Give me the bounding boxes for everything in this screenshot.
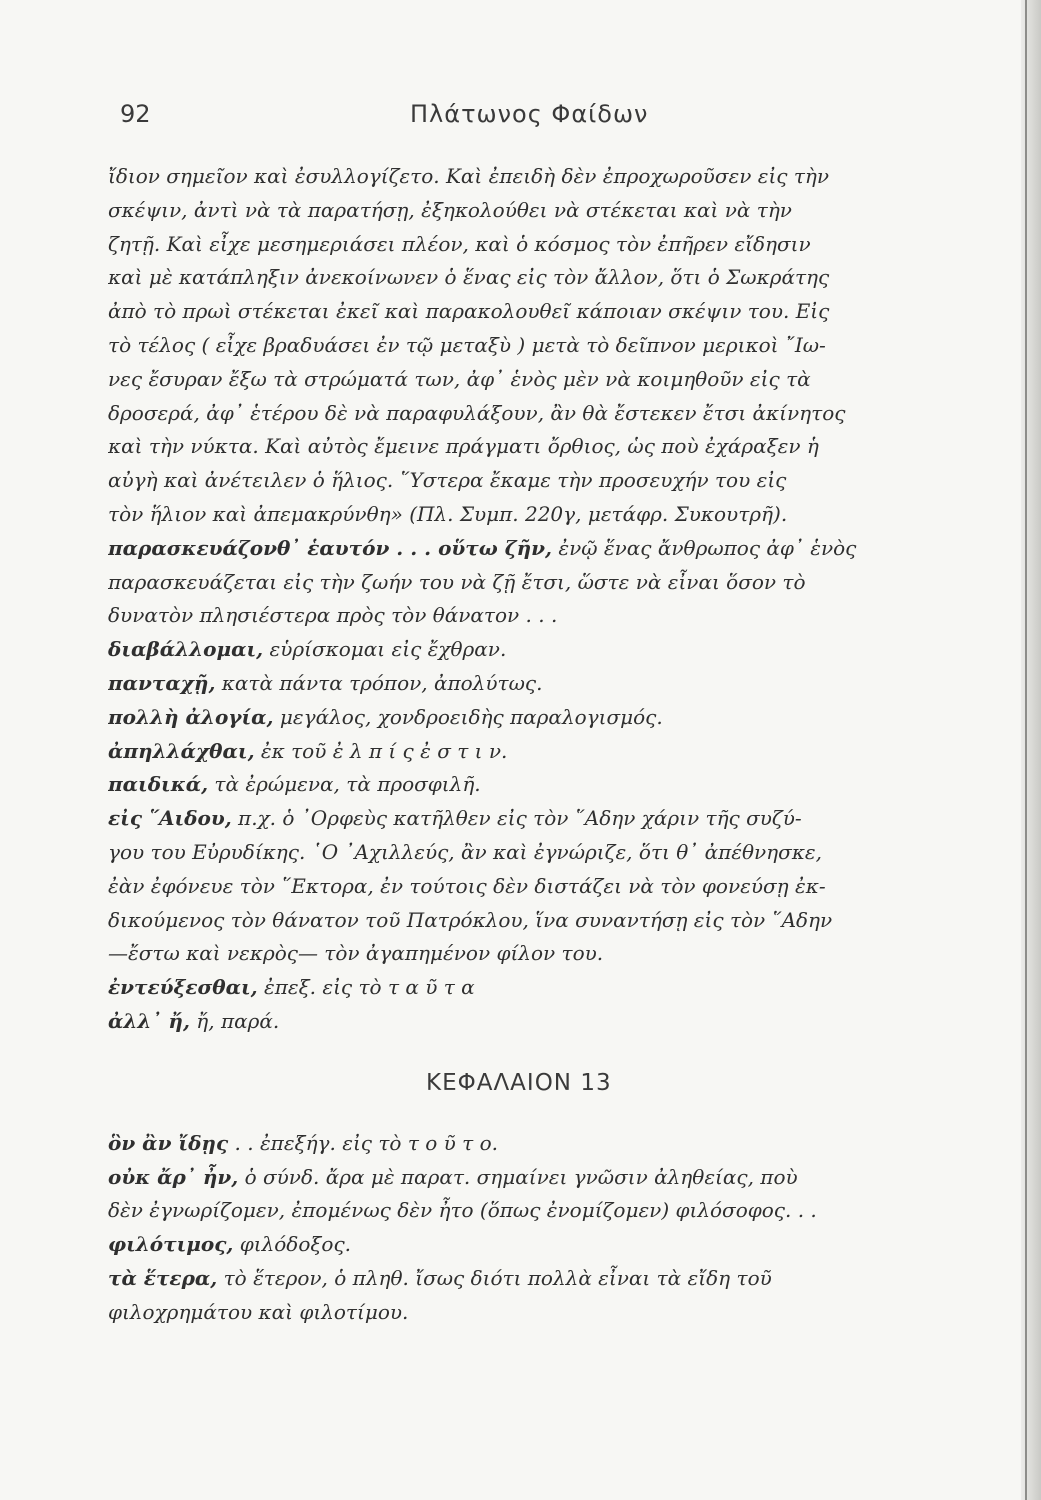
glossary-term: παρασκευάζονθ᾽ ἑαυτόν . . . οὕτω ζῆν, <box>108 535 552 560</box>
text-line <box>108 194 978 228</box>
line-text: αὐγὴ καὶ ἀνέτειλεν ὁ ἥλιος. ῞Υστερα ἔκαμε τὴν προσευχήν του εἰς <box>108 468 787 493</box>
line-text: δικούμενος τὸν θάνατον τοῦ Πατρόκλου, ἵνα συναντήσῃ εἰς τὸν ῞Αδην <box>108 907 833 932</box>
line-text: τὸ τέλος ( εἶχε βραδυάσει ἐν τῷ μεταξὺ ) μετὰ τὸ δεῖπνον μερικοὶ ῎Ιω- <box>108 332 826 357</box>
line-text: ἐκ τοῦ ἐ λ π ί ς ἐ σ τ ι ν. <box>254 738 508 763</box>
page-number: 92 <box>120 100 151 128</box>
text-line <box>108 1296 978 1330</box>
glossary-term: διαβάλλομαι, <box>108 637 264 662</box>
text-line <box>108 532 978 566</box>
line-text: ζητῇ. Καὶ εἶχε μεσημεριάσει πλέον, καὶ ὁ κόσμος τὸν ἐπῆρεν εἴδησιν <box>108 231 811 256</box>
text-line <box>108 599 978 633</box>
text-line <box>108 160 978 194</box>
glossary-term: ἐντεύξεσθαι, <box>108 975 258 1000</box>
line-text: κατὰ πάντα τρόπον, ἀπολύτως. <box>215 670 543 695</box>
line-text: φιλοχρημάτου καὶ φιλοτίμου. <box>108 1299 409 1324</box>
text-line <box>108 228 978 262</box>
glossary-term: φιλότιμος, <box>108 1232 234 1257</box>
line-text: ἐπεξ. εἰς τὸ τ α ῦ τ α <box>257 975 475 1000</box>
commentary-lines <box>108 160 978 1039</box>
chapter-lines <box>108 1127 978 1330</box>
text-line <box>108 1127 978 1161</box>
glossary-term: πανταχῇ, <box>108 670 216 695</box>
text-line <box>108 667 978 701</box>
text-line <box>108 1228 978 1262</box>
line-text: τὸ ἕτερον, ὁ πληθ. ἴσως διότι πολλὰ εἶναι τὰ εἴδη τοῦ <box>217 1265 772 1290</box>
line-text: ἐὰν ἐφόνευε τὸν ῞Εκτορα, ἐν τούτοις δὲν διστάζει νὰ τὸν φονεύσῃ ἐκ- <box>108 873 826 898</box>
text-line <box>108 768 978 802</box>
glossary-term: ἀλλ᾽ ἤ, <box>108 1008 190 1033</box>
line-text: δὲν ἐγνωρίζομεν, ἐπομένως δὲν ἦτο (ὅπως ἐνομίζομεν) φιλόσοφος. . . <box>108 1198 817 1223</box>
text-line <box>108 1005 978 1039</box>
line-text: δυνατὸν πλησιέστερα πρὸς τὸν θάνατον . . . <box>108 603 558 628</box>
text-line <box>108 735 978 769</box>
line-text: π.χ. ὁ ᾿Ορφεὺς κατῆλθεν εἰς τὸν ῞Αδην χάριν τῆς συζύ- <box>231 806 802 831</box>
line-text: . . ἐπεξήγ. εἰς τὸ τ ο ῦ τ ο. <box>228 1130 498 1155</box>
line-text: νες ἔσυραν ἔξω τὰ στρώματά των, ἀφ᾽ ἑνὸς μὲν νὰ κοιμηθοῦν εἰς τὰ <box>108 366 811 391</box>
page-header <box>120 100 980 140</box>
text-line <box>108 397 978 431</box>
line-text: —ἔστω καὶ νεκρὸς— τὸν ἀγαπημένον φίλον του. <box>108 941 604 966</box>
line-text: ὁ σύνδ. ἄρα μὲ παρατ. σημαίνει γνῶσιν ἀληθείας, ποὺ <box>238 1164 798 1189</box>
text-line <box>108 904 978 938</box>
book-spine <box>1021 0 1041 1500</box>
line-text: ἀπὸ τὸ πρωὶ στέκεται ἐκεῖ καὶ παρακολουθεῖ κάποιαν σκέψιν του. Εἰς <box>108 299 830 324</box>
text-line <box>108 1262 978 1296</box>
commentary-text <box>108 160 978 1330</box>
text-line <box>108 937 978 971</box>
text-line <box>108 430 978 464</box>
glossary-term: τὰ ἕτερα, <box>108 1265 218 1290</box>
text-line <box>108 566 978 600</box>
text-line <box>108 498 978 532</box>
glossary-term: ἀπηλλάχθαι, <box>108 738 255 763</box>
text-line <box>108 464 978 498</box>
text-line <box>108 329 978 363</box>
text-line <box>108 1194 978 1228</box>
line-text: καὶ τὴν νύκτα. Καὶ αὐτὸς ἔμεινε πράγματι ὄρθιος, ὡς ποὺ ἐχάραξεν ἡ <box>108 434 819 459</box>
glossary-term: ὃν ἂν ἴδῃς <box>108 1130 229 1155</box>
text-line <box>108 633 978 667</box>
text-line <box>108 870 978 904</box>
glossary-term: εἰς ῞Αιδου, <box>108 806 232 831</box>
glossary-term: παιδικά, <box>108 772 209 797</box>
glossary-term: πολλὴ ἀλογία, <box>108 704 274 729</box>
line-text: τὰ ἐρώμενα, τὰ προσφιλῆ. <box>208 772 481 797</box>
text-line <box>108 363 978 397</box>
text-line <box>108 701 978 735</box>
line-text: σκέψιν, ἀντὶ νὰ τὰ παρατήσῃ, ἐξηκολούθει νὰ στέκεται καὶ νὰ τὴν <box>108 197 792 222</box>
text-line <box>108 836 978 870</box>
glossary-term: οὐκ ἄρ᾽ ἦν, <box>108 1164 239 1189</box>
text-line <box>108 1161 978 1195</box>
line-text: φιλόδοξος. <box>233 1232 352 1257</box>
text-line <box>108 295 978 329</box>
line-text: γου του Εὐρυδίκης. ῾Ο ᾿Αχιλλεύς, ἂν καὶ ἐγνώριζε, ὅτι θ᾽ ἀπέθνησκε, <box>108 839 823 864</box>
spine-edge-line <box>1025 0 1027 1500</box>
line-text: ἤ, παρά. <box>189 1008 280 1033</box>
line-text: τὸν ἥλιον καὶ ἀπεμακρύνθη» (Πλ. Συμπ. 220γ, μετάφρ. Συκουτρῆ). <box>108 501 788 526</box>
line-text: ἴδιον σημεῖον καὶ ἐσυλλογίζετο. Καὶ ἐπειδὴ δὲν ἐπροχωροῦσεν εἰς τὴν <box>108 164 830 188</box>
line-text: καὶ μὲ κατάπληξιν ἀνεκοίνωνεν ὁ ἕνας εἰς τὸν ἄλλον, ὅτι ὁ Σωκράτης <box>108 265 830 290</box>
text-line <box>108 971 978 1005</box>
text-line <box>108 261 978 295</box>
line-text: εὑρίσκομαι εἰς ἔχθραν. <box>263 637 507 662</box>
running-title: Πλάτωνος Φαίδων <box>410 100 649 128</box>
line-text: παρασκευάζεται εἰς τὴν ζωήν του νὰ ζῇ ἔτσι, ὥστε νὰ εἶναι ὅσον τὸ <box>108 569 806 594</box>
line-text: ἐνῷ ἕνας ἄνθρωπος ἀφ᾽ ἑνὸς <box>552 535 857 560</box>
line-text: μεγάλος, χονδροειδὴς παραλογισμός. <box>273 704 663 729</box>
line-text: δροσερά, ἀφ᾽ ἑτέρου δὲ νὰ παραφυλάξουν, ἂν θὰ ἔστεκεν ἔτσι ἀκίνητος <box>108 400 846 425</box>
chapter-title: ΚΕΦΑΛΑΙΟΝ 13 <box>426 1069 612 1096</box>
text-line <box>108 802 978 836</box>
